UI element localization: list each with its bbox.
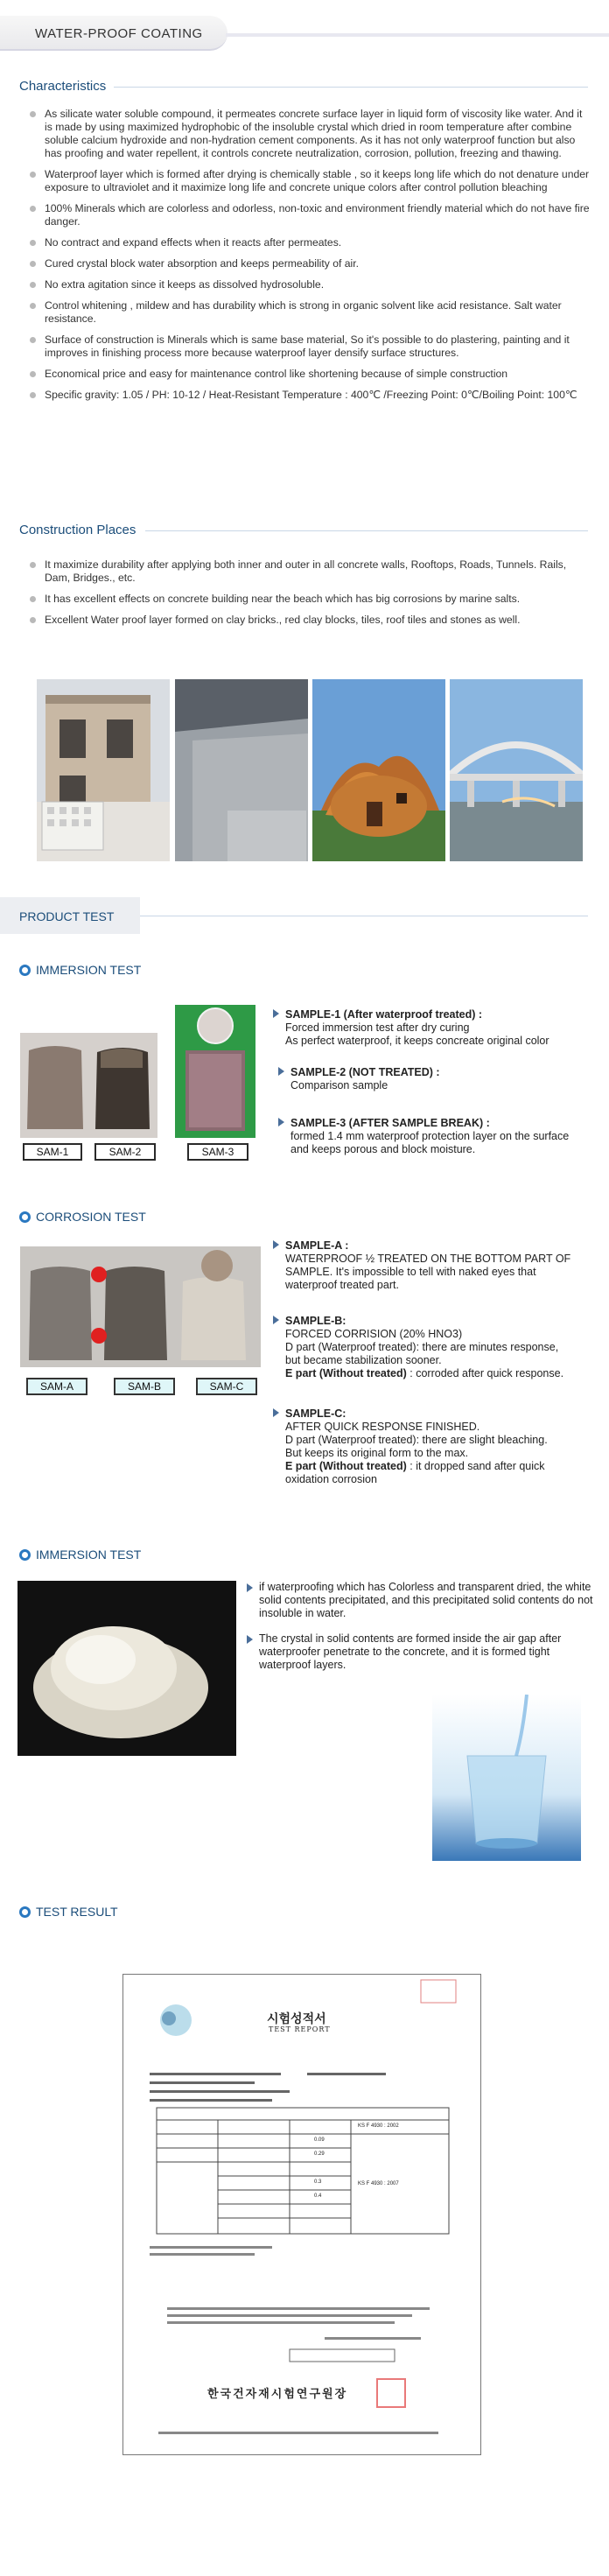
list-item: No contract and expand effects when it reacts after permeates.: [30, 236, 590, 249]
doc-value: 0.3: [314, 2179, 322, 2185]
list-item: No extra agitation since it keeps as dissolved hydrosoluble.: [30, 278, 590, 291]
header-tab: [0, 16, 228, 51]
header-divider: [226, 33, 609, 37]
water-glass-photo: [432, 1695, 581, 1861]
triangle-icon: [273, 1408, 279, 1417]
corrosion-samples-photo: [20, 1246, 261, 1367]
doc-value: 0.09: [314, 2137, 325, 2143]
doc-title: 시험성적서: [267, 2012, 326, 2026]
characteristics-divider: [114, 87, 588, 88]
bullet-icon: [19, 965, 31, 976]
sam-2-label: SAM-2: [94, 1143, 156, 1161]
triangle-icon: [247, 1635, 253, 1644]
doc-issuer: 한국건자재시험연구원장: [207, 2388, 348, 2401]
list-item: Cured crystal block water absorption and keeps permeability of air.: [30, 257, 590, 270]
list-item: Economical price and easy for maintenance control like shortening because of simple construction: [30, 368, 590, 381]
list-item: Surface of construction is Minerals which is same base material, So it's possible to do plastering, painting and it improves in finishing process more because waterproof layer densify surface structures.: [30, 333, 590, 360]
bullet-icon: [19, 1906, 31, 1918]
doc-value: 0.4: [314, 2193, 322, 2199]
sample-2-desc: SAMPLE-2 (NOT TREATED) : Comparison sample: [278, 1066, 593, 1092]
building-photo: [37, 679, 170, 861]
sam-a-label: SAM-A: [26, 1378, 88, 1395]
list-item: Waterproof layer which is formed after drying is chemically stable , so it keeps long life which do not denature under exposure to ultraviolet and it maximize long life and concrete unique colors after control pollution bleaching: [30, 168, 590, 194]
product-test-heading: PRODUCT TEST: [19, 909, 115, 923]
sample-c-desc: SAMPLE-C: AFTER QUICK RESPONSE FINISHED. D part (Waterproof treated): there are slight bleaching. But keeps its original form to the max. E part (Without treated) : it dropped sand after quick oxidation corrosion: [273, 1407, 606, 1486]
sample-3-desc: SAMPLE-3 (AFTER SAMPLE BREAK) : formed 1.4 mm waterproof protection layer on the surface and keeps porous and block moisture.: [278, 1117, 602, 1156]
characteristics-list: [30, 108, 590, 410]
list-item: It has excellent effects on concrete building near the beach which has big corrosions by marine salts.: [30, 593, 590, 606]
sample-a-desc: SAMPLE-A : WATERPROOF ½ TREATED ON THE BOTTOM PART OF SAMPLE. It's impossible to tell with naked eyes that waterproof treated part.: [273, 1239, 606, 1292]
sam-b-label: SAM-B: [114, 1378, 175, 1395]
doc-subtitle: TEST REPORT: [269, 2025, 331, 2033]
list-item: Control whitening , mildew and has durability which is strong in organic solvent like acid resistance. Salt water resistance.: [30, 299, 590, 326]
triangle-icon: [273, 1240, 279, 1249]
characteristics-heading: Characteristics: [19, 79, 107, 94]
sample-1-desc: SAMPLE-1 (After waterproof treated) : Forced immersion test after dry curing As perfect waterproof, it keeps concreate original color: [273, 1008, 597, 1048]
construction-list: [30, 558, 590, 635]
immersion-2-list: if waterproofing which has Colorless and transparent dried, the white solid contents precipitated, and this precipitated solid contents do not insoluble in water. The crystal in solid contents are formed inside the air gap after waterproofer penetrate to the concrete, and it is formed tight waterproof layers.: [247, 1581, 593, 1672]
broken-sample-photo: [175, 1005, 256, 1138]
powder-photo: [18, 1581, 236, 1756]
list-item: Specific gravity: 1.05 / PH: 10-12 / Heat-Resistant Temperature : 400℃ /Freezing Point: 0℃/Boiling Point: 100℃: [30, 389, 590, 402]
triangle-icon: [273, 1009, 279, 1018]
page-title: WATER-PROOF COATING: [35, 26, 203, 41]
test-report-document: [122, 1974, 481, 2455]
list-item: Excellent Water proof layer formed on clay bricks., red clay blocks, tiles, roof tiles and stones as well.: [30, 614, 590, 627]
sam-1-label: SAM-1: [23, 1143, 82, 1161]
bridge-photo: [450, 679, 583, 861]
immersion-test-heading: IMMERSION TEST: [19, 963, 141, 977]
sample-b-desc: SAMPLE-B: FORCED CORRISION (20% HNO3) D part (Waterproof treated): there are minutes response, but became stabilization sooner. E part (Without treated) : corroded after quick response.: [273, 1315, 606, 1380]
corrosion-test-heading: CORROSION TEST: [19, 1210, 146, 1224]
clay-house-photo: [312, 679, 445, 861]
test-result-heading: TEST RESULT: [19, 1905, 118, 1919]
triangle-icon: [278, 1118, 284, 1127]
list-item: It maximize durability after applying both inner and outer in all concrete walls, Rooftops, Roads, Tunnels. Rails, Dam, Bridges., etc.: [30, 558, 590, 585]
bullet-icon: [19, 1549, 31, 1561]
sam-3-label: SAM-3: [187, 1143, 248, 1161]
doc-standard-2: KS F 4930 : 2007: [358, 2181, 399, 2186]
doc-value: 0.29: [314, 2151, 325, 2157]
construction-heading: Construction Places: [19, 523, 136, 537]
triangle-icon: [273, 1316, 279, 1324]
triangle-icon: [278, 1067, 284, 1076]
bullet-icon: [19, 1211, 31, 1223]
list-item: As silicate water soluble compound, it permeates concrete surface layer in liquid form of viscosity like water. And it is made by using maximized hydrophobic of the insoluble crystal which dried in room temperature after combine soluble calcium hydroxide and non-hydration cement components. As it has not only waterproof function but also has proofing and water repellent, it controls concrete neutralization, corrosion, pollution, freezing and thawing.: [30, 108, 590, 160]
immersion-samples-photo: [20, 1033, 158, 1138]
list-item: 100% Minerals which are colorless and odorless, non-toxic and environment friendly material which do not have fire danger.: [30, 202, 590, 228]
doc-standard-1: KS F 4930 : 2002: [358, 2123, 399, 2129]
construction-divider: [145, 530, 588, 531]
product-test-tab: [0, 897, 140, 934]
rooftop-photo: [175, 679, 308, 861]
triangle-icon: [247, 1583, 253, 1592]
immersion-test-2-heading: IMMERSION TEST: [19, 1548, 141, 1562]
sam-c-label: SAM-C: [196, 1378, 257, 1395]
